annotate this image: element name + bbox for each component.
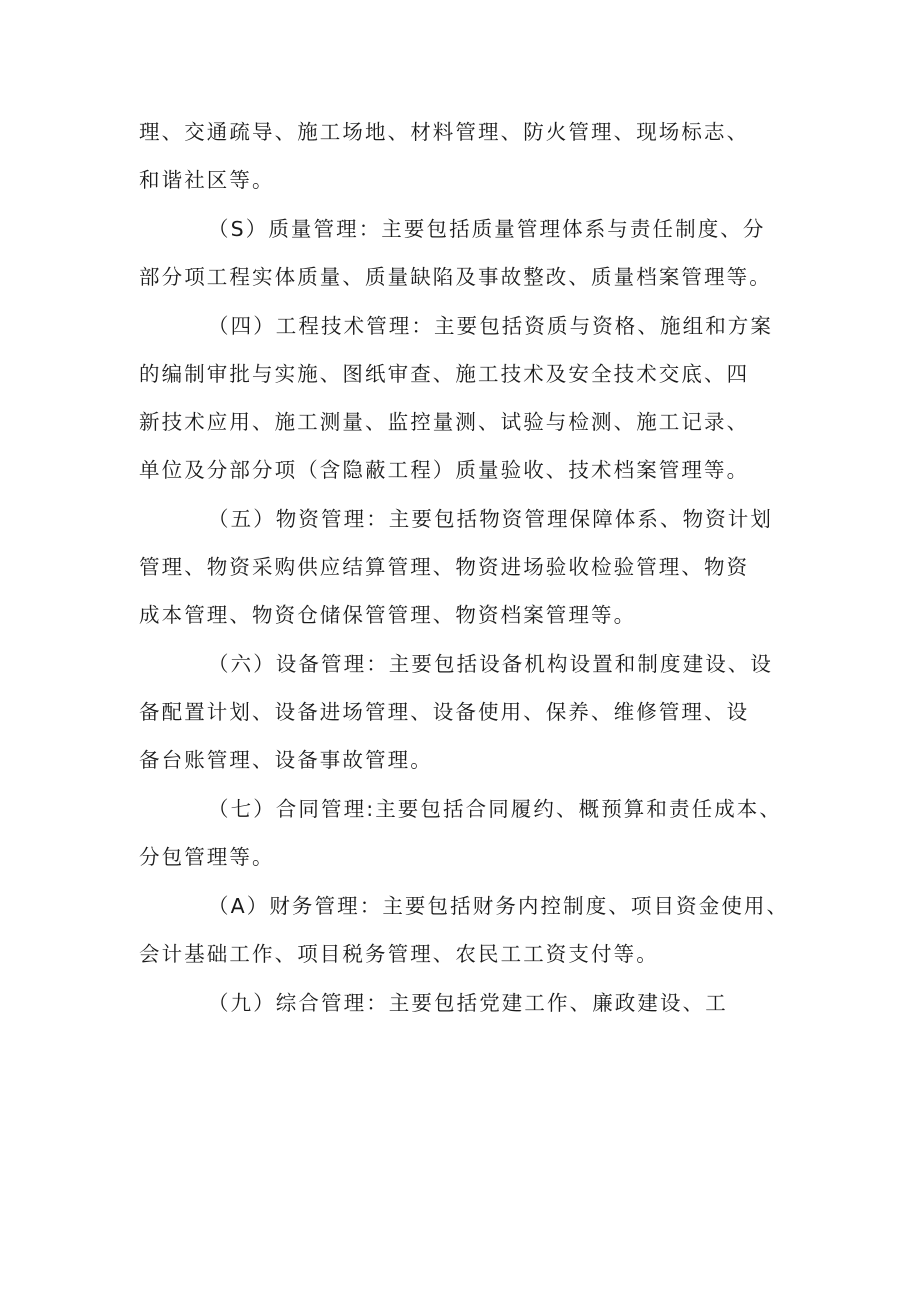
- paragraph-heading-line: （四）工程技术管理：主要包括资质与资格、施组和方案: [208, 314, 773, 338]
- text-line: 的编制审批与实施、图纸审查、施工技术及安全技术交底、四: [139, 362, 750, 386]
- text-line: 会计基础工作、项目税务管理、农民工工资支付等。: [139, 942, 659, 966]
- text-line: 管理、物资采购供应结算管理、物资进场验收检验管理、物资: [139, 555, 750, 579]
- paragraph-heading-line: （九）综合管理：主要包括党建工作、廉政建设、工: [208, 991, 728, 1015]
- paragraph-heading-line: （七）合同管理:主要包括合同履约、概预算和责任成本、: [208, 797, 783, 821]
- paragraph-heading-line: （六）设备管理：主要包括设备机构设置和制度建设、设: [208, 652, 773, 676]
- text-line: 理、交通疏导、施工场地、材料管理、防火管理、现场标志、: [139, 120, 750, 144]
- text-line: 和谐社区等。: [139, 168, 275, 192]
- text-line: 分包管理等。: [139, 845, 275, 869]
- text-line: 备台账管理、设备事故管理。: [139, 748, 433, 772]
- paragraph-heading-line: （A）财务管理：主要包括财务内控制度、项目资金使用、: [208, 894, 790, 918]
- text-line: 成本管理、物资仓储保管管理、物资档案管理等。: [139, 603, 637, 627]
- text-line: 单位及分部分项（含隐蔽工程）质量验收、技术档案管理等。: [139, 458, 750, 482]
- text-line: 备配置计划、设备进场管理、设备使用、保养、维修管理、设: [139, 700, 750, 724]
- text-line: 部分项工程实体质量、质量缺陷及事故整改、质量档案管理等。: [139, 265, 772, 289]
- paragraph-heading-line: （S）质量管理：主要包括质量管理体系与责任制度、分: [208, 217, 766, 241]
- text-line: 新技术应用、施工测量、监控量测、试验与检测、施工记录、: [139, 410, 750, 434]
- paragraph-heading-line: （五）物资管理：主要包括物资管理保障体系、物资计划: [208, 507, 773, 531]
